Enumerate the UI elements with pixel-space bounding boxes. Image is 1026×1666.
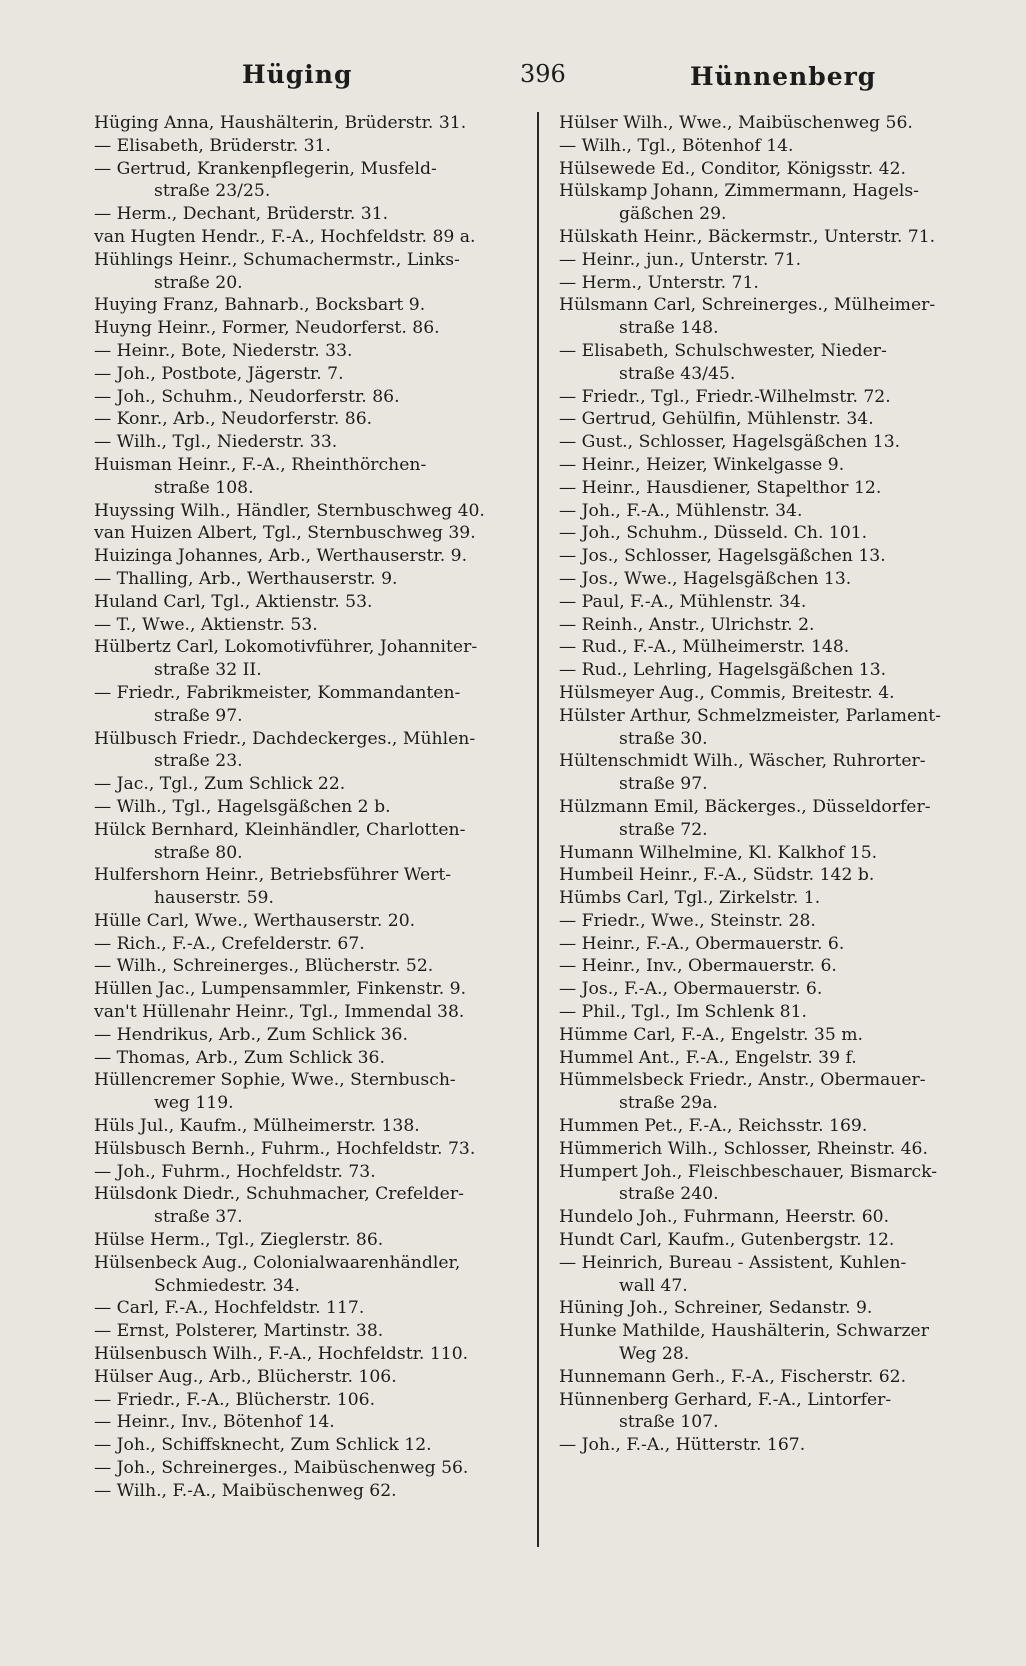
directory-line: Hünnenberg Gerhard, F.-A., Lintorfer-: [559, 1389, 892, 1410]
running-head-right: Hünnenberg: [690, 62, 877, 91]
running-head-left: Hüging: [242, 60, 353, 89]
directory-line: straße 30.: [619, 728, 708, 749]
directory-line: Humpert Joh., Fleischbeschauer, Bismarck-: [559, 1161, 938, 1182]
directory-line: Hüning Joh., Schreiner, Sedanstr. 9.: [559, 1298, 873, 1319]
directory-line: Hüllencremer Sophie, Wwe., Sternbusch-: [94, 1070, 456, 1091]
page-number: 396: [520, 60, 566, 88]
directory-line: — Jac., Tgl., Zum Schlick 22.: [94, 774, 346, 795]
directory-line: straße 29a.: [619, 1093, 718, 1114]
directory-line: Hülskath Heinr., Bäckermstr., Unterstr. 71.: [559, 226, 936, 247]
directory-line: — Heinr., jun., Unterstr. 71.: [559, 249, 802, 270]
directory-line: straße 240.: [619, 1184, 719, 1205]
directory-line: Hüllen Jac., Lumpensammler, Finkenstr. 9.: [94, 979, 467, 1000]
directory-line: — Joh., Schiffsknecht, Zum Schlick 12.: [94, 1435, 432, 1456]
directory-line: — Jos., Schlosser, Hagelsgäßchen 13.: [559, 546, 886, 567]
directory-line: — Rud., Lehrling, Hagelsgäßchen 13.: [559, 660, 887, 681]
directory-line: — Elisabeth, Schulschwester, Nieder-: [559, 340, 887, 361]
page-header: [0, 60, 1026, 100]
directory-line: Hülsdonk Diedr., Schuhmacher, Crefelder-: [94, 1184, 464, 1205]
directory-line: — Hendrikus, Arb., Zum Schlick 36.: [94, 1024, 408, 1045]
directory-line: van't Hüllenahr Heinr., Tgl., Immendal 38.: [94, 1002, 465, 1023]
directory-line: straße 97.: [619, 774, 708, 795]
directory-line: straße 23/25.: [154, 181, 271, 202]
directory-line: — Joh., Schuhm., Düsseld. Ch. 101.: [559, 523, 868, 544]
directory-line: — Heinr., Heizer, Winkelgasse 9.: [559, 454, 845, 475]
directory-line: Hulfershorn Heinr., Betriebsführer Wert-: [94, 865, 452, 886]
directory-line: — Friedr., Tgl., Friedr.-Wilhelmstr. 72.: [559, 386, 891, 407]
directory-line: Hülck Bernhard, Kleinhändler, Charlotten-: [94, 819, 466, 840]
directory-line: Huyssing Wilh., Händler, Sternbuschweg 40.: [94, 500, 485, 521]
directory-line: Hülbertz Carl, Lokomotivführer, Johanniter-: [94, 637, 478, 658]
directory-line: — Joh., Schreinerges., Maibüschenweg 56.: [94, 1458, 469, 1479]
directory-line: straße 20.: [154, 272, 243, 293]
directory-line: — Gertrud, Gehülfin, Mühlenstr. 34.: [559, 409, 874, 430]
directory-line: Hümbs Carl, Tgl., Zirkelstr. 1.: [559, 888, 821, 909]
directory-line: Hülskamp Johann, Zimmermann, Hagels-: [559, 181, 919, 202]
directory-line: — Heinr., Bote, Niederstr. 33.: [94, 340, 353, 361]
directory-line: Hülsmeyer Aug., Commis, Breitestr. 4.: [559, 682, 895, 703]
directory-line: straße 107.: [619, 1412, 719, 1433]
directory-line: — Wilh., Tgl., Niederstr. 33.: [94, 432, 338, 453]
directory-line: Hümmerich Wilh., Schlosser, Rheinstr. 46.: [559, 1138, 928, 1159]
directory-line: — Heinr., F.-A., Obermauerstr. 6.: [559, 933, 845, 954]
directory-line: — Joh., F.-A., Hütterstr. 167.: [559, 1435, 806, 1456]
directory-line: — Jos., F.-A., Obermauerstr. 6.: [559, 979, 823, 1000]
directory-line: — Thalling, Arb., Werthauserstr. 9.: [94, 568, 398, 589]
directory-line: straße 148.: [619, 318, 719, 339]
directory-line: Humbeil Heinr., F.-A., Südstr. 142 b.: [559, 865, 875, 886]
directory-line: — Thomas, Arb., Zum Schlick 36.: [94, 1047, 385, 1068]
directory-line: Humann Wilhelmine, Kl. Kalkhof 15.: [559, 842, 878, 863]
directory-line: wall 47.: [619, 1275, 688, 1296]
directory-line: — Carl, F.-A., Hochfeldstr. 117.: [94, 1298, 365, 1319]
directory-line: Hundt Carl, Kaufm., Gutenbergstr. 12.: [559, 1230, 895, 1251]
directory-line: — Joh., F.-A., Mühlenstr. 34.: [559, 500, 803, 521]
directory-line: — Wilh., Schreinerges., Blücherstr. 52.: [94, 956, 434, 977]
directory-line: Schmiedestr. 34.: [154, 1275, 300, 1296]
directory-line: Huland Carl, Tgl., Aktienstr. 53.: [94, 591, 373, 612]
directory-line: Hülsenbusch Wilh., F.-A., Hochfeldstr. 110.: [94, 1344, 469, 1365]
directory-line: Hunke Mathilde, Haushälterin, Schwarzer: [559, 1321, 929, 1342]
column-divider: [537, 112, 539, 1547]
right-column: [559, 112, 989, 1457]
directory-line: gäßchen 29.: [619, 204, 727, 225]
directory-line: Hülle Carl, Wwe., Werthauserstr. 20.: [94, 910, 416, 931]
directory-line: — Ernst, Polsterer, Martinstr. 38.: [94, 1321, 384, 1342]
directory-line: hauserstr. 59.: [154, 888, 274, 909]
directory-line: — Friedr., Wwe., Steinstr. 28.: [559, 910, 816, 931]
directory-line: — Rud., F.-A., Mülheimerstr. 148.: [559, 637, 850, 658]
directory-line: — Gust., Schlosser, Hagelsgäßchen 13.: [559, 432, 901, 453]
directory-line: — Konr., Arb., Neudorferstr. 86.: [94, 409, 373, 430]
directory-line: Hülser Wilh., Wwe., Maibüschenweg 56.: [559, 113, 913, 133]
directory-line: Huying Franz, Bahnarb., Bocksbart 9.: [94, 295, 426, 316]
directory-line: — Wilh., Tgl., Bötenhof 14.: [559, 135, 794, 156]
directory-line: — Elisabeth, Brüderstr. 31.: [94, 135, 331, 156]
directory-line: Hülser Aug., Arb., Blücherstr. 106.: [94, 1366, 397, 1387]
directory-line: straße 32 II.: [154, 660, 262, 681]
directory-line: Hümme Carl, F.-A., Engelstr. 35 m.: [559, 1024, 864, 1045]
directory-line: Hüging Anna, Haushälterin, Brüderstr. 31.: [94, 113, 467, 133]
directory-line: Hülsenbeck Aug., Colonialwaarenhändler,: [94, 1252, 461, 1273]
directory-line: van Hugten Hendr., F.-A., Hochfeldstr. 89 a.: [94, 226, 476, 247]
directory-line: van Huizen Albert, Tgl., Sternbuschweg 39.: [94, 523, 476, 544]
directory-line: — Friedr., Fabrikmeister, Kommandanten-: [94, 682, 461, 703]
directory-line: Huisman Heinr., F.-A., Rheinthörchen-: [94, 454, 427, 475]
directory-line: straße 97.: [154, 705, 243, 726]
directory-line: Hümmelsbeck Friedr., Anstr., Obermauer-: [559, 1070, 926, 1091]
directory-line: — Rich., F.-A., Crefelderstr. 67.: [94, 933, 365, 954]
directory-line: — Heinr., Hausdiener, Stapelthor 12.: [559, 477, 882, 498]
directory-line: — Heinr., Inv., Obermauerstr. 6.: [559, 956, 837, 977]
directory-line: Hülsewede Ed., Conditor, Königsstr. 42.: [559, 158, 907, 179]
directory-line: Hüls Jul., Kaufm., Mülheimerstr. 138.: [94, 1116, 420, 1137]
directory-line: — Heinr., Inv., Bötenhof 14.: [94, 1412, 335, 1433]
directory-line: Hummen Pet., F.-A., Reichsstr. 169.: [559, 1116, 868, 1137]
directory-line: — Joh., Fuhrm., Hochfeldstr. 73.: [94, 1161, 376, 1182]
directory-line: Hülster Arthur, Schmelzmeister, Parlament-: [559, 705, 941, 726]
directory-line: Hülbusch Friedr., Dachdeckerges., Mühlen-: [94, 728, 476, 749]
directory-line: — Paul, F.-A., Mühlenstr. 34.: [559, 591, 807, 612]
directory-line: — Phil., Tgl., Im Schlenk 81.: [559, 1002, 807, 1023]
directory-line: — Joh., Postbote, Jägerstr. 7.: [94, 363, 344, 384]
directory-line: straße 43/45.: [619, 363, 736, 384]
directory-line: Huyng Heinr., Former, Neudorferst. 86.: [94, 318, 440, 339]
directory-line: Hühlings Heinr., Schumachermstr., Links-: [94, 249, 460, 270]
directory-line: straße 80.: [154, 842, 243, 863]
directory-line: — Joh., Schuhm., Neudorferstr. 86.: [94, 386, 400, 407]
directory-line: Hülse Herm., Tgl., Zieglerstr. 86.: [94, 1230, 384, 1251]
directory-line: weg 119.: [154, 1093, 234, 1114]
directory-line: Hundelo Joh., Fuhrmann, Heerstr. 60.: [559, 1207, 890, 1228]
directory-line: Weg 28.: [619, 1344, 690, 1365]
directory-line: — Heinrich, Bureau - Assistent, Kuhlen-: [559, 1252, 907, 1273]
directory-line: straße 108.: [154, 477, 254, 498]
directory-line: — Wilh., Tgl., Hagelsgäßchen 2 b.: [94, 796, 391, 817]
left-column: [94, 112, 524, 1503]
directory-line: — Herm., Unterstr. 71.: [559, 272, 759, 293]
directory-line: — Herm., Dechant, Brüderstr. 31.: [94, 204, 389, 225]
directory-line: — Reinh., Anstr., Ulrichstr. 2.: [559, 614, 815, 635]
directory-line: straße 37.: [154, 1207, 243, 1228]
directory-line: — Gertrud, Krankenpflegerin, Musfeld-: [94, 158, 437, 179]
directory-line: Hunnemann Gerh., F.-A., Fischerstr. 62.: [559, 1366, 907, 1387]
directory-line: straße 23.: [154, 751, 243, 772]
directory-line: Hülsbusch Bernh., Fuhrm., Hochfeldstr. 73.: [94, 1138, 476, 1159]
directory-line: — Friedr., F.-A., Blücherstr. 106.: [94, 1389, 376, 1410]
directory-line: — Wilh., F.-A., Maibüschenweg 62.: [94, 1480, 397, 1501]
directory-line: straße 72.: [619, 819, 708, 840]
directory-line: Hülsmann Carl, Schreinerges., Mülheimer-: [559, 295, 936, 316]
directory-line: Hummel Ant., F.-A., Engelstr. 39 f.: [559, 1047, 857, 1068]
directory-line: — T., Wwe., Aktienstr. 53.: [94, 614, 318, 635]
directory-line: Hülzmann Emil, Bäckerges., Düsseldorfer-: [559, 796, 931, 817]
directory-line: — Jos., Wwe., Hagelsgäßchen 13.: [559, 568, 852, 589]
directory-line: Huizinga Johannes, Arb., Werthauserstr. 9.: [94, 546, 468, 567]
directory-line: Hültenschmidt Wilh., Wäscher, Ruhrorter-: [559, 751, 926, 772]
